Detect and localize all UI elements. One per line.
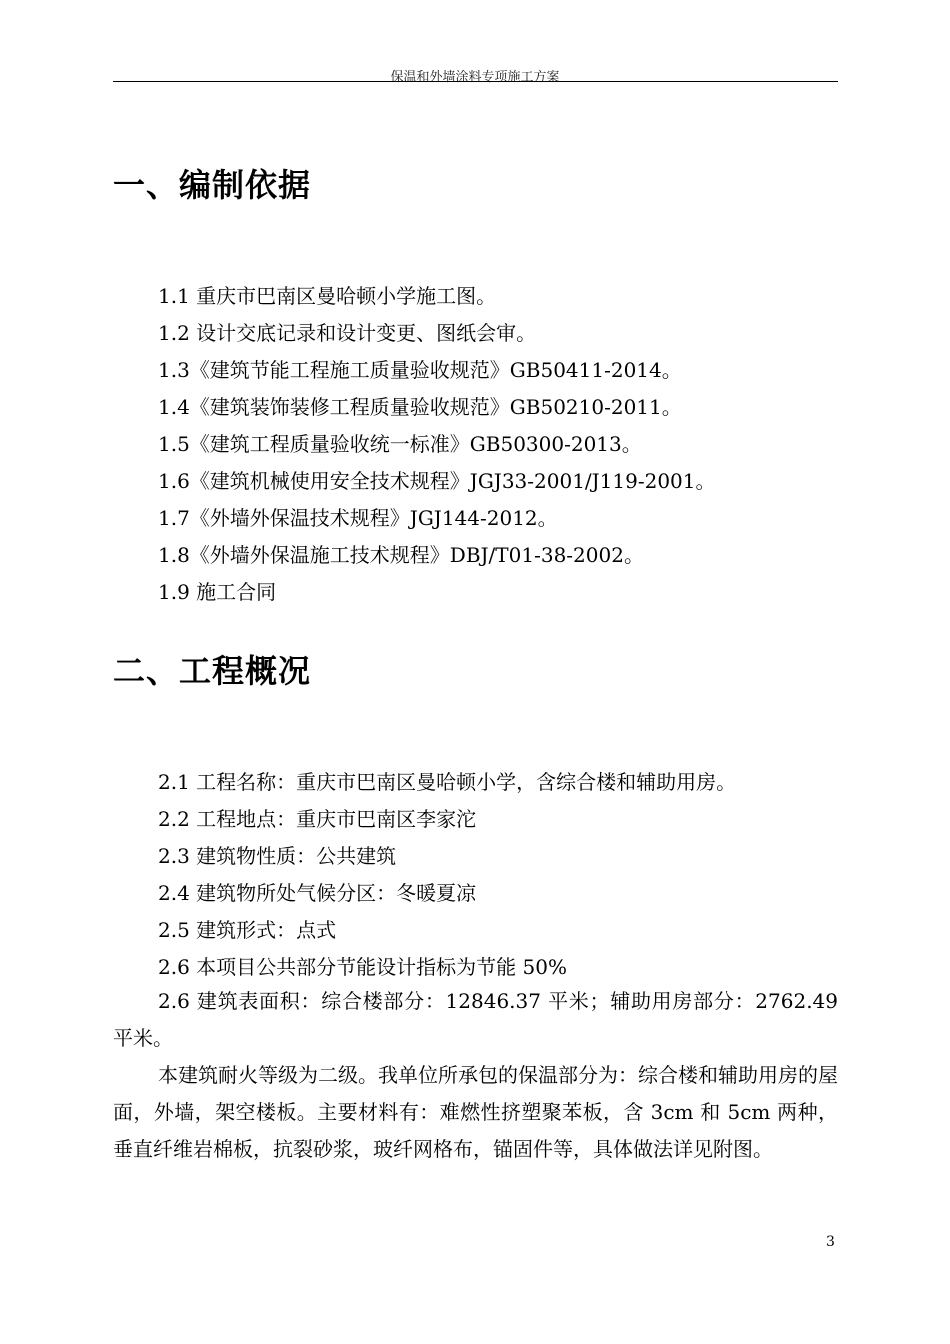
basis-item: 1.8《外墙外保温施工技术规程》DBJ/T01-38-2002。: [158, 543, 644, 567]
basis-item: 1.1 重庆市巴南区曼哈顿小学施工图。: [158, 284, 497, 308]
basis-item: 1.3《建筑节能工程施工质量验收规范》GB50411-2014。: [158, 358, 682, 382]
overview-item: 2.2 工程地点：重庆市巴南区李家沱: [158, 807, 477, 831]
surface-area-paragraph: 2.6 建筑表面积：综合楼部分：12846.37 平米；辅助用房部分：2762.49 平米。: [113, 989, 838, 1050]
overview-item: 2.5 建筑形式：点式: [158, 918, 337, 942]
section-heading-overview: 二、工程概况: [113, 652, 312, 690]
basis-item: 1.7《外墙外保温技术规程》JGJ144-2012。: [158, 506, 558, 530]
overview-item: 2.3 建筑物性质：公共建筑: [158, 844, 397, 868]
basis-item: 1.6《建筑机械使用安全技术规程》JGJ33-2001/J119-2001。: [158, 469, 716, 493]
basis-item: 1.9 施工合同: [158, 580, 277, 604]
section-heading-basis: 一、编制依据: [113, 166, 312, 204]
basis-item: 1.5《建筑工程质量验收统一标准》GB50300-2013。: [158, 432, 642, 456]
overview-item: 2.6 本项目公共部分节能设计指标为节能 50%: [158, 955, 567, 979]
overview-item: 2.1 工程名称：重庆市巴南区曼哈顿小学，含综合楼和辅助用房。: [158, 770, 737, 794]
page-number: 3: [826, 1234, 835, 1250]
running-header: 保温和外墙涂料专项施工方案: [390, 70, 560, 85]
basis-item: 1.4《建筑装饰装修工程质量验收规范》GB50210-2011。: [158, 395, 682, 419]
overview-item: 2.4 建筑物所处气候分区：冬暖夏凉: [158, 881, 477, 905]
fire-rating-paragraph: 本建筑耐火等级为二级。我单位所承包的保温部分为：综合楼和辅助用房的屋面，外墙，架空楼板。主要材料有：难燃性挤塑聚苯板，含 3cm 和 5cm 两种，垂直纤维岩棉板，抗裂砂浆，玻纤网格布，锚固件等，具体做法详见附图。: [113, 1063, 838, 1161]
basis-item: 1.2 设计交底记录和设计变更、图纸会审。: [158, 321, 537, 345]
header-rule: [113, 81, 838, 82]
